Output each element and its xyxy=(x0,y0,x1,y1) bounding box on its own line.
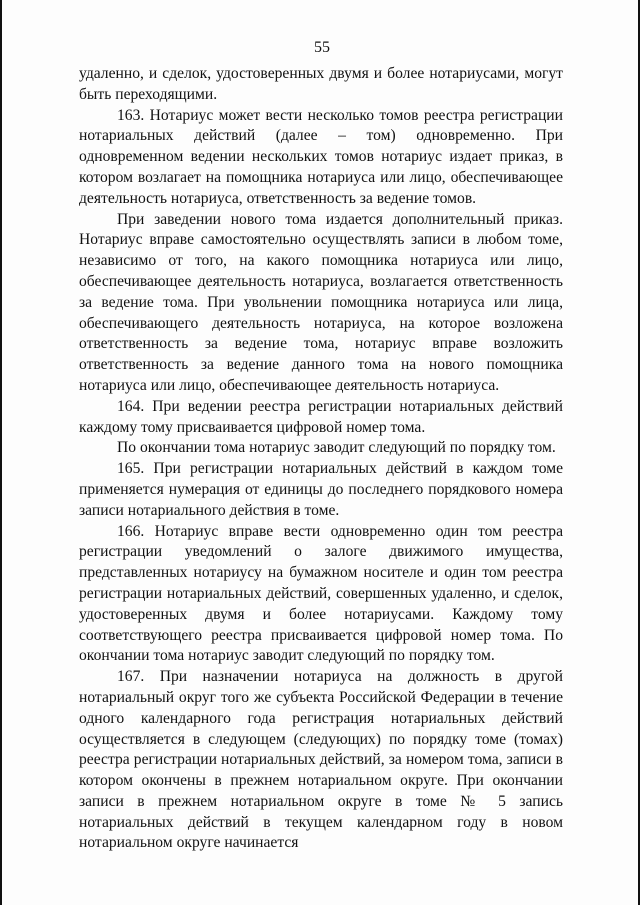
paragraph-new-volume: При заведении нового тома издается дополнительный приказ. Нотариус вправе самостоятельно осуществлять записи в любом томе, независимо от того, на какого помощника нотариуса или лицо, обеспечивающее деятельность нотариуса, возлагается ответственность за ведение тома. При увольнении помощника нотариуса или лица, обеспечивающего деятельность нотариуса, на которое возложена ответственность за ведение тома, нотариус вправе возложить ответственность за ведение данного тома на нового помощника нотариуса или лицо, обеспечивающее деятельность нотариуса. xyxy=(79,210,563,394)
paragraph-163: 163. Нотариус может вести несколько томов реестра регистрации нотариальных действий (далее – том) одновременно. При одновременном ведении нескольких томов нотариус издает приказ, в котором возлагает на помощника нотариуса или лицо, обеспечивающее деятельность нотариуса, ответственность за ведение томов. xyxy=(79,106,563,207)
paragraph-164: 164. При ведении реестра регистрации нотариальных действий каждому тому присваивается цифровой номер тома. xyxy=(79,397,563,436)
paragraph-volume-end: По окончании тома нотариус заводит следующий по порядку том. xyxy=(117,439,556,457)
paragraph-165: 165. При регистрации нотариальных действий в каждом томе применяется нумерация от единицы до последнего порядкового номера записи нотариального действия в томе. xyxy=(79,460,563,519)
document-body xyxy=(79,64,563,854)
paragraph-167: 167. При назначении нотариуса на должность в другой нотариальный округ того же субъекта Российской Федерации в течение одного календарного года регистрация нотариальных действий осуществляется в следующем (следующих) по порядку томе (томах) реестра регистрации нотариальных действий, за номером тома, записи в котором окончены в прежнем нотариальном округе. При окончании записи в прежнем нотариальном округе в томе № 5 запись нотариальных действий в текущем календарном году в новом нотариальном округе начинается xyxy=(79,668,563,852)
paragraph-continuation: удаленно, и сделок, удостоверенных двумя и более нотариусами, могут быть переходящими. xyxy=(79,65,563,103)
page-number: 55 xyxy=(314,39,330,56)
paragraph-166: 166. Нотариус вправе вести одновременно один том реестра регистрации уведомлений о залоге движимого имущества, представленных нотариусу на бумажном носителе и один том реестра регистрации нотариальных действий, совершенных удаленно, и сделок, удостоверенных двумя и более нотариусами. Каждому тому соответствующего реестра присваивается цифровой номер тома. По окончании тома нотариус заводит следующий по порядку том. xyxy=(79,522,563,665)
